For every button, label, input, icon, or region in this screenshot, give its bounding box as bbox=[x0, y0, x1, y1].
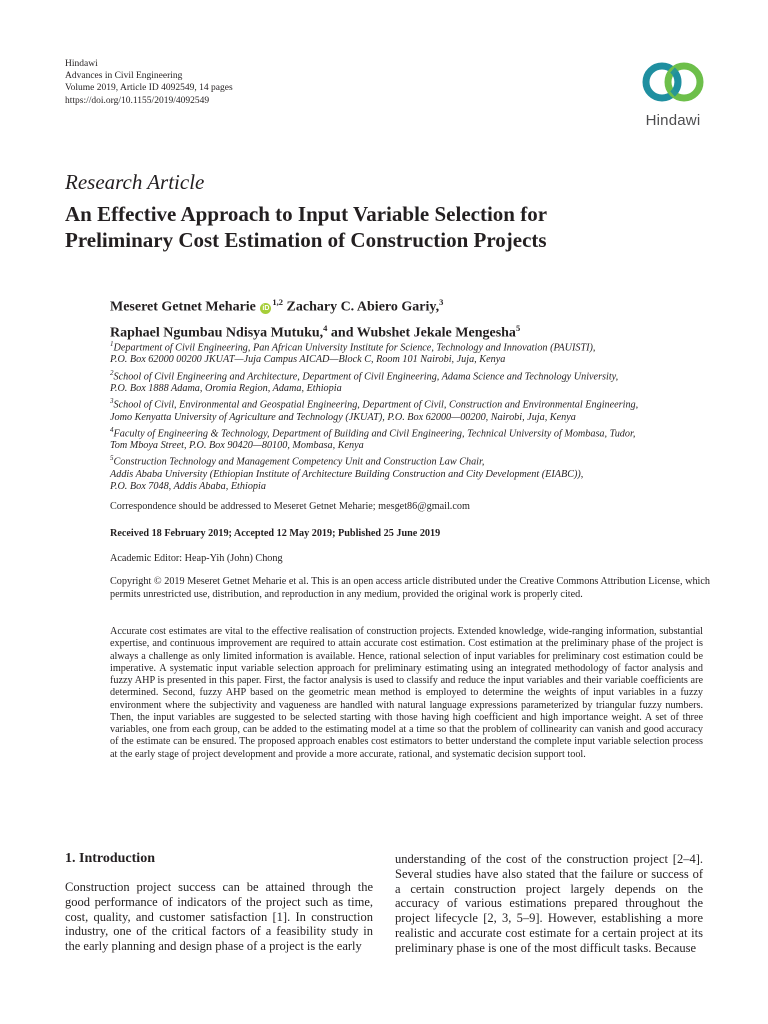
title-line: An Effective Approach to Input Variable Selection for bbox=[65, 202, 548, 226]
affiliation-number: 3 bbox=[110, 397, 114, 406]
academic-editor: Academic Editor: Heap-Yih (John) Chong bbox=[110, 553, 283, 564]
affiliation-item bbox=[110, 452, 710, 493]
affiliation-line: School of Civil, Environmental and Geospatial Engineering, Department of Civil, Construction and Environmental Engineering, bbox=[113, 399, 639, 411]
affiliations bbox=[110, 338, 710, 493]
doi-link[interactable]: https://doi.org/10.1155/2019/4092549 bbox=[65, 95, 210, 106]
author-line bbox=[110, 292, 670, 318]
author-affiliation-marker: 1,2 bbox=[272, 297, 284, 307]
affiliation-line: P.O. Box 62000 00200 JKUAT—Juja Campus AICAD—Block C, Room 101 Nairobi, Juja, Kenya bbox=[110, 354, 506, 366]
author-affiliation-marker: 4 bbox=[323, 322, 328, 333]
article-title bbox=[65, 202, 705, 253]
affiliation-line: Faculty of Engineering & Technology, Department of Building and Civil Engineering, Technical University of Mombasa, Tudor, bbox=[113, 428, 636, 440]
orcid-icon[interactable]: iD bbox=[262, 304, 270, 312]
publication-dates: Received 18 February 2019; Accepted 12 May 2019; Published 25 June 2019 bbox=[110, 528, 441, 539]
affiliation-item bbox=[110, 367, 710, 396]
author-name: Raphael Ngumbau Ndisya Mutuku, bbox=[110, 325, 324, 341]
affiliation-line: Addis Ababa University (Ethiopian Institute of Architecture Building Construction and City Development (EIABC)), bbox=[110, 468, 584, 480]
affiliation-line: Jomo Kenyatta University of Agriculture and Technology (JKUAT), P.O. Box 62000—00200, Nairobi, Juja, Kenya bbox=[110, 411, 576, 423]
correspondence: Correspondence should be addressed to Meseret Getnet Meharie; mesget86@gmail.com bbox=[110, 501, 470, 512]
affiliation-line: Department of Civil Engineering, Pan African University Institute for Science, Technology and Innovation (PAUISTI), bbox=[113, 342, 596, 354]
hindawi-logo-icon bbox=[634, 56, 714, 110]
author-affiliation-marker: 3 bbox=[439, 297, 444, 307]
volume-line: Volume 2019, Article ID 4092549, 14 pages bbox=[65, 83, 233, 94]
title-line: Preliminary Cost Estimation of Construction Projects bbox=[65, 227, 547, 252]
affiliation-line: P.O. Box 1888 Adama, Oromia Region, Adama, Ethiopia bbox=[110, 383, 342, 395]
affiliation-number: 1 bbox=[110, 340, 114, 348]
hindawi-logo[interactable] bbox=[634, 56, 714, 136]
author-affiliation-marker: 5 bbox=[515, 322, 521, 333]
affiliation-item bbox=[110, 395, 710, 424]
body-text-left-column: Construction project success can be attained through the good performance of indicators of the project such as time, cost, quality, and customer satisfaction [1]. In construction industry, one of the critical factors of a feasibility study in the early planning and design phase of a project is the early bbox=[65, 880, 373, 954]
affiliation-item bbox=[110, 338, 710, 367]
body-text-right-column: understanding of the cost of the construction project [2–4]. Several studies have also stated that the failure or success of a certain construction project largely depends on the accuracy of various estimations prepared throughout the project lifecycle [2, 3, 5–9]. However, establishing a more realistic and accurate cost estimate for a certain project at its preliminary phase is one of the most difficult tasks. Because bbox=[395, 852, 703, 955]
article-type: Research Article bbox=[65, 170, 205, 194]
publisher-name: Hindawi bbox=[65, 59, 98, 69]
affiliation-line: Construction Technology and Management Competency Unit and Construction Law Chair, bbox=[113, 456, 485, 468]
author-name: Meseret Getnet Meharie bbox=[110, 299, 256, 315]
affiliation-item bbox=[110, 424, 710, 453]
hindawi-logo-text: Hindawi bbox=[645, 112, 701, 129]
author-list bbox=[110, 292, 670, 343]
copyright-notice: Copyright © 2019 Meseret Getnet Meharie et al. This is an open access article distributed under the Creative Commons Attribution License, which permits unrestricted use, distribution, and reproduction in any medium, provided the original work is properly cited. bbox=[110, 576, 710, 600]
abstract: Accurate cost estimates are vital to the effective realisation of construction projects. Extended knowledge, wide-ranging information, substantial expertise, and continuous improvement are required to attain accurate cost estimation. Cost estimation at the preliminary phase of the project is always a challenge as only limited information is available. Hence, rational selection of input variables for preliminary cost estimation could be imperative. A systematic input variable selection approach for preliminary estimating using an integrated methodology of factor analysis and fuzzy AHP is presented in this paper. First, the factor analysis is used to classify and reduce the input variables and their variable coefficients are determined. Second, fuzzy AHP based on the geometric mean method is employed to determine the weights of input variables in a fuzzy environment where the subjectivity and vagueness are handled with natural language expressions parameterized by triangular fuzzy numbers. Then, the input variables are suggested to be selected starting with those having high coefficient and high importance weight. A set of three variables, one from each group, can be added to the estimating model at a time so that the problem of collinearity can vanish and good accuracy of the estimate can be ensured. The proposed approach enables cost estimators to better understand the complete input variable selection process at the early stage of project development and provide a more accurate, rational, and systematic decision support tool. bbox=[110, 626, 703, 760]
affiliation-number: 4 bbox=[110, 425, 114, 434]
affiliation-line: School of Civil Engineering and Architecture, Department of Civil Engineering, Adama Science and Technology University, bbox=[113, 370, 619, 382]
author-name: and Wubshet Jekale Mengesha bbox=[330, 325, 516, 341]
affiliation-number: 2 bbox=[110, 368, 114, 377]
section-heading: 1. Introduction bbox=[65, 851, 155, 866]
affiliation-number: 5 bbox=[110, 454, 114, 463]
journal-metadata bbox=[65, 58, 233, 107]
author-name: Zachary C. Abiero Gariy, bbox=[286, 299, 440, 315]
affiliation-line: P.O. Box 7048, Addis Ababa, Ethiopia bbox=[110, 480, 266, 492]
affiliation-line: Tom Mboya Street, P.O. Box 90420—80100, Mombasa, Kenya bbox=[110, 440, 364, 452]
journal-name: Advances in Civil Engineering bbox=[65, 71, 183, 82]
